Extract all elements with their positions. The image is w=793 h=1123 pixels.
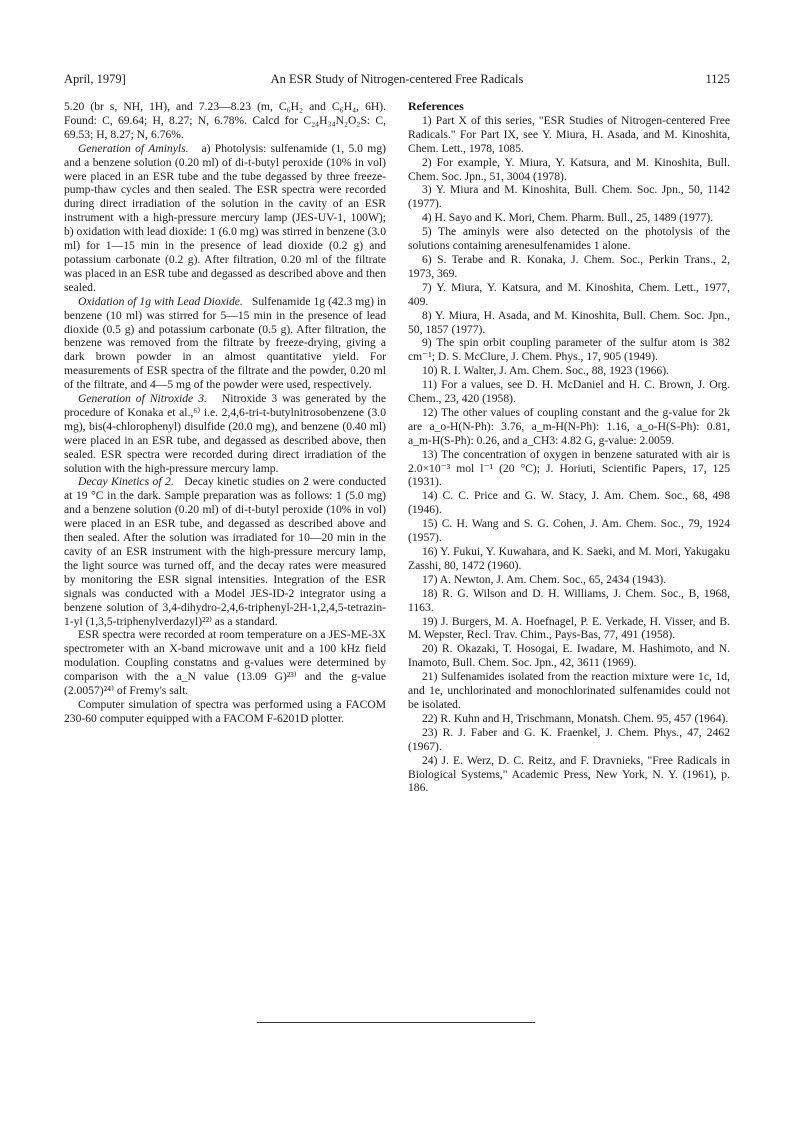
reference-item: 23) R. J. Faber and G. K. Fraenkel, J. Chem. Phys., 47, 2462 (1967).: [408, 725, 730, 753]
nitroxide-paragraph: [64, 392, 386, 475]
aminyl-paragraph: [64, 142, 386, 295]
oxidation-heading: Oxidation of 1g with Lead Dioxide.: [78, 294, 243, 308]
header-title: An ESR Study of Nitrogen-centered Free Radicals: [270, 72, 524, 86]
reference-list: [408, 114, 730, 795]
reference-item: 4) H. Sayo and K. Mori, Chem. Pharm. Bull., 25, 1489 (1977).: [422, 211, 714, 225]
reference-item: 7) Y. Miura, Y. Katsura, and M. Kinoshita, Chem. Lett., 1977, 409.: [408, 280, 730, 308]
reference-item: 1) Part X of this series, "ESR Studies of Nitrogen-centered Free Radicals." For Part IX, see Y. Miura, H. Asada, and M. Kinoshita, Chem. Lett., 1978, 1085.: [408, 113, 730, 155]
end-rule: [257, 1022, 535, 1023]
aminyl-text: a) Photolysis: sulfenamide (1, 5.0 mg) and a benzene solution (0.20 ml) of di-t-butyl peroxide (10% in vol) were placed in an ESR tube and the tube degassed by three freeze-pump-thaw cycles and then sealed. The ESR spectra were recorded during direct irradiation of the solution in the cavity of an ESR instrument with a high-pressure mercury lamp (JES-UV-1, 100W); b) oxidation with lead dioxide: 1 (6.0 mg) was stirred in benzene (3.0 ml) for 1—15 min in the presence of lead dioxide (0.2 g) and potassium carbonate (0.2 g). After filtration, 0.20 ml of the filtrate was placed in an ESR tube and degassed as described above and then sealed.: [64, 141, 386, 294]
reference-item: 22) R. Kuhn and H, Trischmann, Monatsh. Chem. 95, 457 (1964).: [422, 711, 729, 725]
oxidation-text: Sulfenamide 1g (42.3 mg) in benzene (10 ml) was stirred for 5—15 min in the presence of lead dioxide (0.5 g) and potassium carbonate (0.5 g). After filtration, the benzene was removed from the filtrate by freeze-drying, giving a dark brown powder in an almost quantitative yield. For measurements of ESR spectra of the filtrate and the powder, 0.20 ml of the filtrate, and 4—5 mg of the powder were used, respectively.: [64, 294, 386, 392]
esr-paragraph: ESR spectra were recorded at room temperature on a JES-ME-3X spectrometer with an X-band microwave unit and a 100 kHz field modulation. Coupling constatns and g-values were determined by comparison with the a_N value (13.09 G)²³⁾ and the g-value (2.0057)²⁴⁾ of Fremy's salt.: [64, 628, 386, 698]
reference-item: 18) R. G. Wilson and D. H. Williams, J. Chem. Soc., B, 1968, 1163.: [408, 586, 730, 614]
decay-paragraph: [64, 475, 386, 628]
header-date: April, 1979]: [64, 72, 126, 86]
running-header: [64, 72, 730, 90]
reference-item: 5) The aminyls were also detected on the photolysis of the solutions containing arenesulfenamides 1 alone.: [408, 225, 730, 253]
aminyl-heading: Generation of Aminyls.: [78, 141, 189, 155]
reference-item: 15) C. H. Wang and S. G. Cohen, J. Am. Chem. Soc., 79, 1924 (1957).: [408, 517, 730, 545]
nitroxide-text: Nitroxide 3 was generated by the procedure of Konaka et al.,⁶⁾ i.e. 2,4,6-tri-t-butylnitrosobenzene (3.0 mg), bis(4-chlorophenyl) disulfide (20.0 mg), and benzene (0.40 ml) were placed in an ESR tube, and degassed as described above, then sealed. ESR spectra were recorded during direct irradiation of the solution with the high-pressure mercury lamp.: [64, 392, 386, 475]
simulation-paragraph: Computer simulation of spectra was performed using a FACOM 230-60 computer equipped with a FACOM F-6201D plotter.: [64, 697, 386, 725]
reference-item: 20) R. Okazaki, T. Hosogai, E. Iwadare, M. Hashimoto, and N. Inamoto, Bull. Chem. Soc. Jpn., 42, 3611 (1969).: [408, 642, 730, 670]
nmr-paragraph: 5.20 (br s, NH, 1H), and 7.23—8.23 (m, C₆H₂ and C₆H₄, 6H). Found: C, 69.64; H, 8.27; N, 6.78%. Calcd for C₂₄H₃₄N₂O₂S: C, 69.53; H, 8.27; N, 6.76%.: [64, 100, 386, 141]
reference-item: 16) Y. Fukui, Y. Kuwahara, and K. Saeki, and M. Mori, Yakugaku Zasshi, 80, 1472 (1960).: [408, 545, 730, 572]
references-heading: References: [408, 99, 464, 113]
reference-item: 21) Sulfenamides isolated from the reaction mixture were 1c, 1d, and 1e, unchlorinated and monochlorinated sulfenamides could not be isolated.: [408, 670, 730, 711]
decay-text: Decay kinetic studies on 2 were conducted at 19 °C in the dark. Sample preparation was as follows: 1 (5.0 mg) and a benzene solution (0.20 ml) of di-t-butyl peroxide (10% in vol) were placed in an ESR tube, and degassed as described above and then sealed. After the solution was irradiated for 10—20 min in the cavity of an ESR instrument with the high-pressure mercury lamp, the light source was turned off, and the decay rates were measured by monitoring the ESR signal intensities. Integration of the ESR signals was conducted with a Model JES-ID-2 integrator using a benzene solution of 3,4-dihydro-2,4,6-triphenyl-2H-1,2,4,5-tetrazin-1-yl (1,3,5-triphenylverdazyl)²²⁾ as a standard.: [64, 475, 386, 628]
experimental-column: [64, 100, 386, 726]
oxidation-paragraph: [64, 295, 386, 392]
nitroxide-heading: Generation of Nitroxide 3.: [78, 392, 207, 406]
reference-item: 12) The other values of coupling constant and the g-value for 2k are a_o-H(N-Ph): 3.76, a_m-H(N-Ph): 1.16, a_o-H(S-Ph): 0.81, a_m-H(S-Ph): 0.26, and a_CH3: 4.82 G, g-value: 2.0059.: [408, 405, 730, 447]
decay-heading: Decay Kinetics of 2.: [78, 475, 174, 489]
references-column: [408, 100, 730, 795]
reference-item: 9) The spin orbit coupling parameter of the sulfur atom is 382 cm⁻¹; D. S. McClure, J. Chem. Phys., 17, 905 (1949).: [408, 336, 730, 364]
reference-item: 10) R. I. Walter, J. Am. Chem. Soc., 88, 1923 (1966).: [422, 364, 669, 378]
reference-item: 2) For example, Y. Miura, Y. Katsura, and M. Kinoshita, Bull. Chem. Soc. Jpn., 51, 3004 (1978).: [408, 155, 730, 183]
reference-item: 13) The concentration of oxygen in benzene saturated with air is 2.0×10⁻³ mol l⁻¹ (20 °C); J. Horiuti, Scientific Papers, 17, 125 (1931).: [408, 447, 730, 489]
reference-item: 8) Y. Miura, H. Asada, and M. Kinoshita, Bull. Chem. Soc. Jpn., 50, 1857 (1977).: [408, 308, 730, 336]
reference-item: 19) J. Burgers, M. A. Hoefnagel, P. E. Verkade, H. Visser, and B. M. Wepster, Recl. Trav. Chim., Pays-Bas, 77, 491 (1958).: [408, 614, 730, 642]
reference-item: 14) C. C. Price and G. W. Stacy, J. Am. Chem. Soc., 68, 498 (1946).: [408, 489, 730, 517]
reference-item: 17) A. Newton, J. Am. Chem. Soc., 65, 2434 (1943).: [422, 572, 667, 586]
reference-item: 11) For a values, see D. H. McDaniel and H. C. Brown, J. Org. Chem., 23, 420 (1958).: [408, 378, 730, 406]
reference-item: 6) S. Terabe and R. Konaka, J. Chem. Soc., Perkin Trans., 2, 1973, 369.: [408, 252, 730, 280]
reference-item: 3) Y. Miura and M. Kinoshita, Bull. Chem. Soc. Jpn., 50, 1142 (1977).: [408, 183, 730, 211]
page-number: 1125: [705, 72, 730, 86]
reference-item: 24) J. E. Werz, D. C. Reitz, and F. Dravnieks, "Free Radicals in Biological Systems," Academic Press, New York, N. Y. (1961), p. 186.: [408, 753, 730, 795]
